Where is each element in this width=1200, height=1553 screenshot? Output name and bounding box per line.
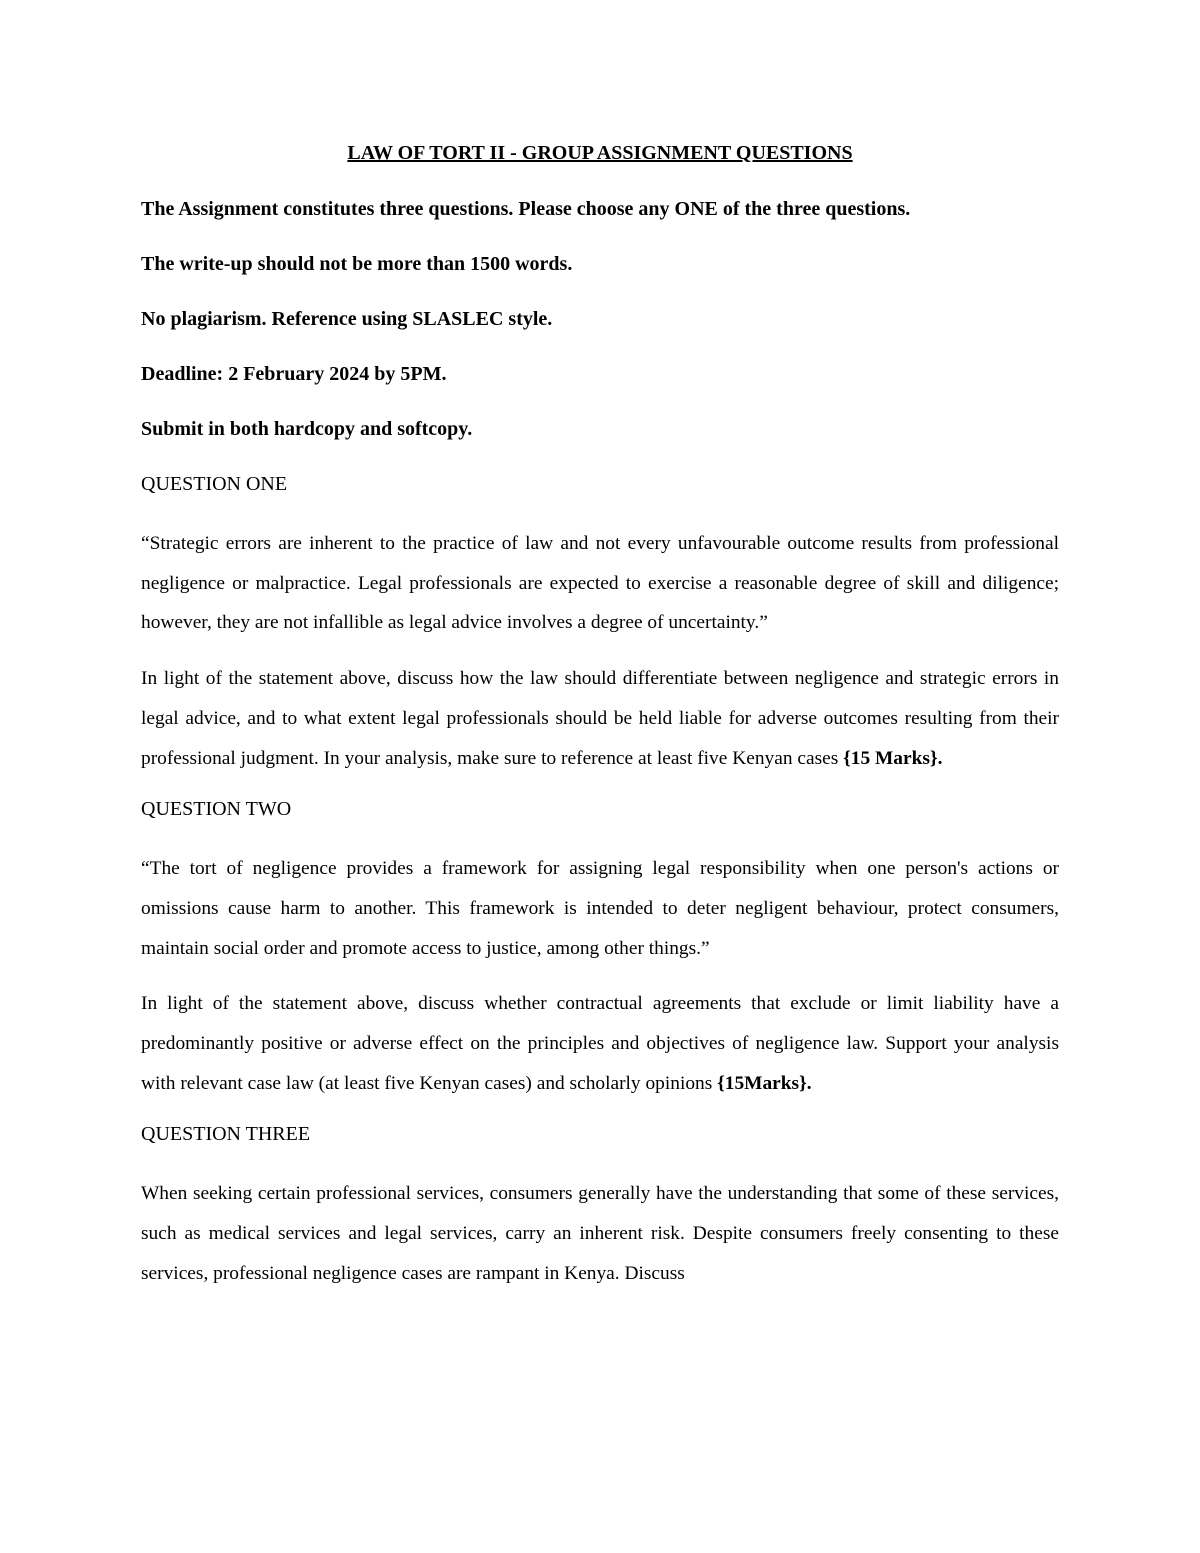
instruction-choose-question: The Assignment constitutes three questions. Please choose any ONE of the three questions. [141,198,911,220]
question-two-marks: {15Marks} [717,1072,807,1094]
question-two-heading: QUESTION TWO [141,798,292,821]
instruction-plagiarism: No plagiarism. Reference using SLASLEC style. [141,308,553,330]
question-two-quote: “The tort of negligence provides a framework for assigning legal responsibility when one person's actions or omissions cause harm to another. This framework is intended to deter negligent behaviour, protect consumers, maintain social order and promote access to justice, among other things.” [141,858,1059,959]
question-two-task-text: In light of the statement above, discuss whether contractual agreements that exclude or limit liability have a predominantly positive or adverse effect on the principles and objectives of negligence law. Support your analysis with relevant case law (at least five Kenyan cases) and scholarly opinions [141,993,1059,1094]
question-two-task [141,984,1059,1103]
question-one-marks: {15 Marks} [843,747,938,769]
question-three-heading: QUESTION THREE [141,1123,311,1146]
instruction-submission: Submit in both hardcopy and softcopy. [141,418,473,440]
question-three-text: When seeking certain professional services, consumers generally have the understanding that some of these services, such as medical services and legal services, carry an inherent risk. Despite consumers freely consenting to these services, professional negligence cases are rampant in Kenya. Discuss [141,1183,1059,1284]
document-title: LAW OF TORT II - GROUP ASSIGNMENT QUESTIONS [347,142,853,164]
question-one-task-end: . [937,747,943,769]
question-one-quote: “Strategic errors are inherent to the practice of law and not every unfavourable outcome results from professional negligence or malpractice. Legal professionals are expected to exercise a reasonable degree of skill and diligence; however, they are not infallible as legal advice involves a degree of uncertainty.” [141,533,1059,634]
question-one-task [141,659,1059,778]
question-one-heading: QUESTION ONE [141,473,288,495]
question-two-task-end: . [806,1072,812,1094]
document-page [141,138,1059,1310]
question-one-task-text: In light of the statement above, discuss how the law should differentiate between negligence and strategic errors in legal advice, and to what extent legal professionals should be held liable for adverse outcomes resulting from their professional judgment. In your analysis, make sure to reference at least five Kenyan cases [141,668,1059,769]
instruction-word-limit: The write-up should not be more than 1500 words. [141,253,573,275]
instruction-deadline: Deadline: 2 February 2024 by 5PM. [141,363,447,385]
